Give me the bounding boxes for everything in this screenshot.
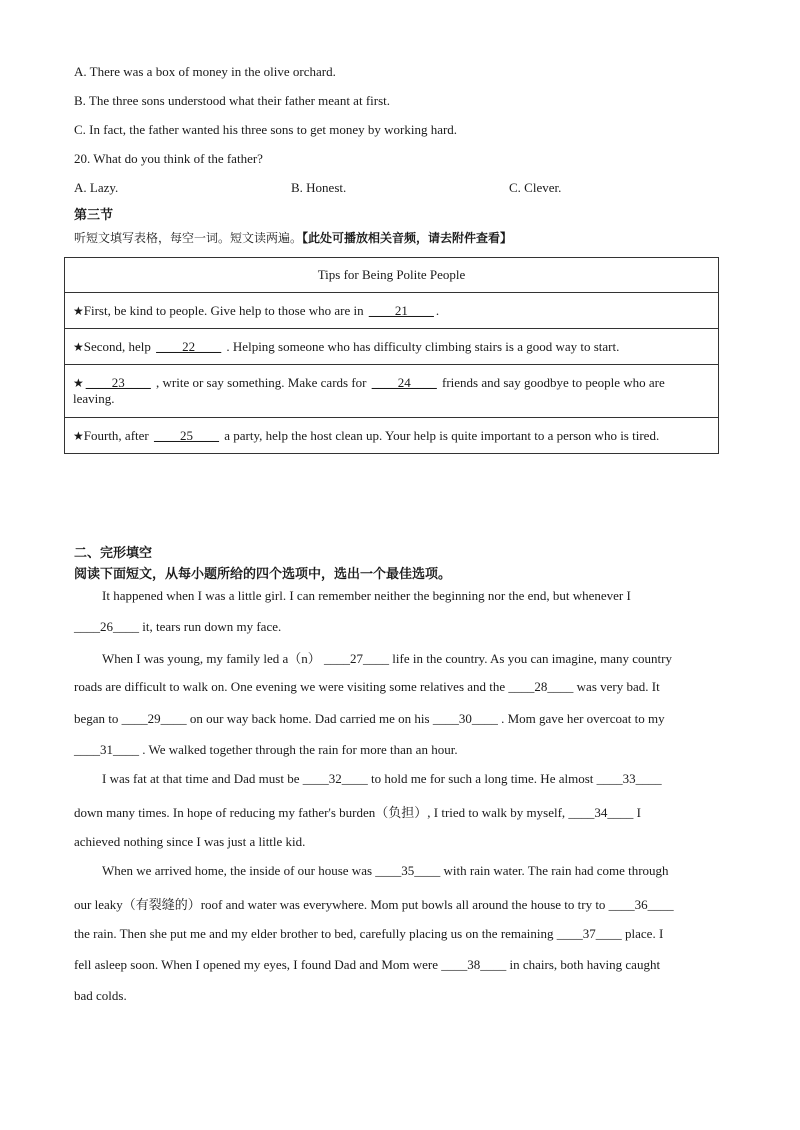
tips-table [64, 257, 719, 454]
q19-option-a: A. There was a box of money in the olive orchard. [74, 64, 336, 79]
q20-option-b: B. Honest. [291, 180, 347, 195]
table-row-3 [65, 365, 719, 418]
star-icon: ★ [73, 428, 84, 443]
star-icon: ★ [73, 303, 84, 318]
blank-25: ____25____ [154, 427, 219, 443]
row2-end: . Helping someone who has difficulty climbing stairs is a good way to start. [223, 338, 620, 354]
passage-line-8: down many times. In hope of reducing my father's burden（负担）, I tried to walk by myself, ____34____ I [74, 805, 642, 820]
passage-line-10: When we arrived home, the inside of our house was ____35____ with rain water. The rain had come through [102, 863, 669, 878]
row3-wrap: leaving. [73, 391, 115, 406]
audio-note: 【此处可播放相关音频，请去附件查看】 [302, 231, 513, 245]
q20-option-c: C. Clever. [509, 180, 562, 195]
table-row-2 [65, 329, 719, 365]
passage-line-6: ____31____ . We walked together through the rain for more than an hour. [74, 742, 458, 757]
part2-title: 二、完形填空 [74, 546, 153, 561]
table-row-4 [65, 418, 719, 454]
passage-line-11: our leaky（有裂缝的）roof and water was everywhere. Mom put bowls all around the house to try to ____36____ [74, 897, 674, 912]
passage-line-4: roads are difficult to walk on. One evening we were visiting some relatives and the ____28____ was very bad. It [74, 679, 660, 694]
q19-option-b: B. The three sons understood what their father meant at first. [74, 93, 391, 108]
q20-option-a: A. Lazy. [74, 180, 119, 195]
table-title: Tips for Being Polite People [65, 258, 719, 293]
passage-line-2: ____26____ it, tears run down my face. [74, 619, 282, 634]
part2-instruction: 阅读下面短文，从每小题所给的四个选项中，选出一个最佳选项。 [74, 567, 452, 582]
passage-line-9: achieved nothing since I was just a little kid. [74, 834, 306, 849]
blank-22: ____22____ [156, 338, 222, 354]
passage-line-13: fell asleep soon. When I opened my eyes, I found Dad and Mom were ____38____ in chairs, both having caught [74, 957, 661, 972]
passage-line-7: I was fat at that time and Dad must be ____32____ to hold me for such a long time. He almost ____33____ [102, 771, 662, 786]
passage-line-3: When I was young, my family led a（n） ____27____ life in the country. As you can imagine, many country [102, 651, 672, 666]
passage-line-14: bad colds. [74, 988, 127, 1003]
row4-end: a party, help the host clean up. Your help is quite important to a person who is tired. [221, 427, 660, 443]
section3-title: 第三节 [74, 208, 114, 223]
star-icon: ★ [73, 376, 84, 390]
blank-23: ____23____ [85, 375, 151, 390]
passage-line-12: the rain. Then she put me and my elder brother to bed, carefully placing us on the remaining ____37____ place. I [74, 926, 664, 941]
q20-question: 20. What do you think of the father? [74, 151, 263, 166]
row1-end: . [435, 302, 440, 318]
row3-end: friends and say goodbye to people who are [438, 375, 665, 390]
row2-text: Second, help [83, 338, 155, 354]
table-row-1 [65, 293, 719, 329]
blank-21: ____21____ [368, 302, 434, 318]
passage-line-1: It happened when I was a little girl. I can remember neither the beginning nor the end, but whenever I [102, 588, 631, 603]
section3-instruction [74, 230, 512, 246]
q19-option-c: C. In fact, the father wanted his three sons to get money by working hard. [74, 122, 458, 137]
star-icon: ★ [73, 339, 84, 354]
passage-line-5: began to ____29____ on our way back home. Dad carried me on his ____30____ . Mom gave her overcoat to my [74, 711, 665, 726]
row3-text: , write or say something. Make cards for [152, 375, 370, 390]
section3-instruction-text: 听短文填写表格，每空一词。短文读两遍。 [74, 231, 303, 245]
blank-24: ____24____ [371, 375, 437, 390]
row1-text: First, be kind to people. Give help to those who are in [83, 302, 367, 318]
row4-text: Fourth, after [83, 427, 152, 443]
